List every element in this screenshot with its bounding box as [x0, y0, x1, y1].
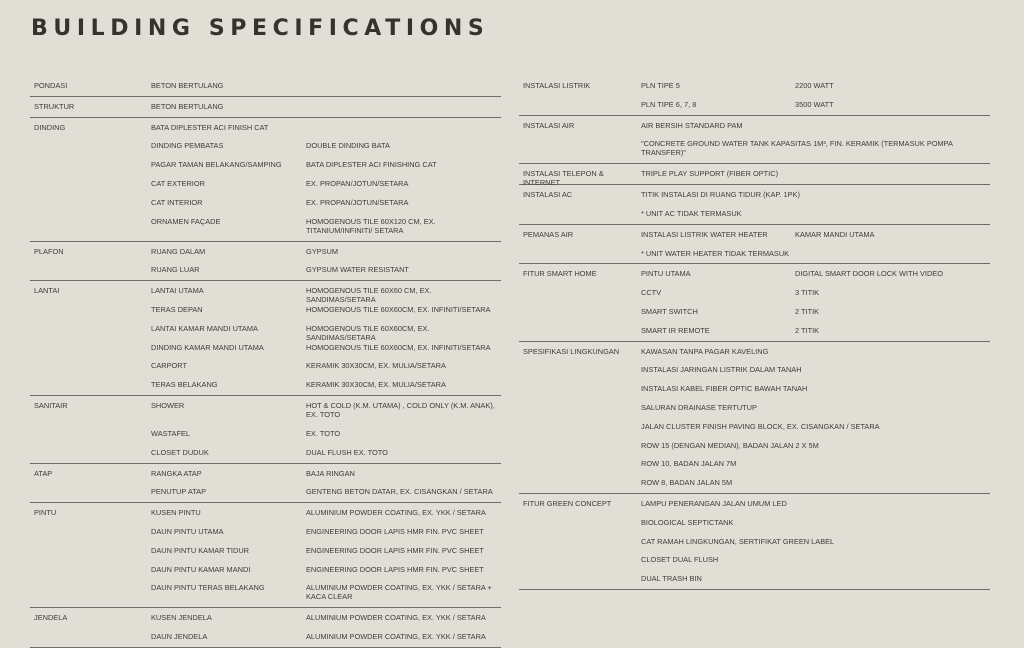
- spec-item: * UNIT WATER HEATER TIDAK TERMASUK: [641, 248, 790, 258]
- spec-item: INSTALASI JARINGAN LISTRIK DALAM TANAH: [641, 365, 802, 375]
- spec-category: LANTAI: [34, 286, 60, 296]
- spec-value: HOMOGENOUS TILE 60X60CM, EX. INFINITI/SETARA: [306, 304, 491, 314]
- spec-value: KERAMIK 30X30CM, EX. MULIA/SETARA: [306, 361, 446, 371]
- spec-value: GYPSUM: [306, 246, 339, 256]
- spec-value: HOT & COLD (K.M. UTAMA) , COLD ONLY (K.M. ANAK), EX. TOTO: [306, 400, 495, 419]
- spec-group-dinding: [30, 118, 501, 242]
- spec-group-instalasi-listrik: [519, 76, 990, 116]
- spec-category: PINTU: [34, 508, 57, 518]
- spec-item: BIOLOGICAL SEPTICTANK: [641, 517, 734, 527]
- spec-row: [30, 300, 501, 319]
- spec-row: [30, 242, 501, 261]
- spec-row: [519, 360, 990, 379]
- spec-item: CLOSET DUDUK: [151, 447, 209, 457]
- spec-item: AIR BERSIH STANDARD PAM: [641, 120, 743, 130]
- spec-row: [30, 136, 501, 155]
- spec-row: [519, 532, 990, 551]
- spec-item: CARPORT: [151, 361, 188, 371]
- spec-item: CAT RAMAH LINGKUNGAN, SERTIFIKAT GREEN LABEL: [641, 536, 835, 546]
- spec-item: SHOWER: [151, 400, 185, 410]
- spec-value: ALUMINIUM POWDER COATING, EX. YKK / SETARA: [306, 508, 486, 518]
- spec-value: ALUMINIUM POWDER COATING, EX. YKK / SETARA: [306, 613, 486, 623]
- spec-item: SMART IR REMOTE: [641, 325, 710, 335]
- spec-value: EX. PROPAN/JOTUN/SETARA: [306, 178, 409, 188]
- spec-row: [30, 281, 501, 305]
- spec-value: 2 TITIK: [795, 306, 820, 316]
- spec-value: ENGINEERING DOOR LAPIS HMR FIN. PVC SHEET: [306, 526, 484, 536]
- spec-item: PAGAR TAMAN BELAKANG/SAMPING: [151, 160, 282, 170]
- spec-value: 3500 WATT: [795, 99, 834, 109]
- spec-row: [519, 76, 990, 95]
- spec-row: [30, 503, 501, 522]
- spec-item: BETON BERTULANG: [151, 101, 224, 111]
- spec-row: [30, 396, 501, 424]
- spec-group-fitur-green-concept: [519, 494, 990, 590]
- spec-value: BATA DIPLESTER ACI FINISHING CAT: [306, 160, 437, 170]
- spec-row: [30, 627, 501, 646]
- spec-row: [519, 454, 990, 473]
- spec-item: TITIK INSTALASI DI RUANG TIDUR (KAP. 1PK): [641, 190, 800, 200]
- spec-row: [519, 513, 990, 532]
- spec-row: [30, 578, 501, 606]
- spec-value: HOMOGENOUS TILE 60X60CM, EX. INFINITI/SETARA: [306, 342, 491, 352]
- spec-value: GENTENG BETON DATAR, EX. CISANGKAN / SETARA: [306, 487, 493, 497]
- spec-item: INSTALASI KABEL FIBER OPTIC BAWAH TANAH: [641, 384, 808, 394]
- spec-value: DUAL FLUSH EX. TOTO: [306, 447, 388, 457]
- spec-row: [30, 76, 501, 95]
- spec-row: [519, 164, 990, 188]
- spec-item: LAMPU PENERANGAN JALAN UMUM LED: [641, 498, 787, 508]
- spec-item: BETON BERTULANG: [151, 81, 224, 90]
- spec-item: PLN TIPE 5: [641, 81, 680, 90]
- spec-group-struktur: [30, 97, 501, 118]
- spec-row: [519, 494, 990, 513]
- spec-row: [30, 319, 501, 342]
- spec-row: [519, 569, 990, 588]
- spec-group-pemanas-air: [519, 225, 990, 265]
- spec-item: ORNAMEN FAÇADE: [151, 216, 221, 226]
- spec-item: DINDING KAMAR MANDI UTAMA: [151, 342, 264, 352]
- spec-row: [30, 212, 501, 240]
- spec-row: [519, 550, 990, 569]
- spec-item: PLN TIPE 6, 7, 8: [641, 99, 697, 109]
- spec-item: * UNIT AC TIDAK TERMASUK: [641, 208, 742, 218]
- spec-value: ALUMINIUM POWDER COATING, EX. YKK / SETARA + KACA CLEAR: [306, 583, 492, 602]
- spec-value: EX. PROPAN/JOTUN/SETARA: [306, 197, 409, 207]
- spec-row: [519, 185, 990, 204]
- spec-item: DAUN PINTU UTAMA: [151, 526, 224, 536]
- spec-item: CAT INTERIOR: [151, 197, 203, 207]
- spec-item: CCTV: [641, 288, 662, 298]
- spec-value: 2200 WATT: [795, 81, 834, 90]
- spec-value: DIGITAL SMART DOOR LOCK WITH VIDEO: [795, 269, 943, 279]
- spec-category: FITUR SMART HOME: [523, 269, 597, 279]
- spec-row: [30, 155, 501, 174]
- spec-row: [30, 338, 501, 357]
- spec-row: [519, 379, 990, 398]
- spec-value: BAJA RINGAN: [306, 468, 355, 478]
- spec-group-pintu: [30, 503, 501, 608]
- spec-group-sanitair: [30, 396, 501, 464]
- spec-item: "CONCRETE GROUND WATER TANK KAPASITAS 1M³, FIN. KERAMIK (TERMASUK POMPA TRANSFER)": [641, 139, 953, 158]
- spec-category: INSTALASI AIR: [523, 120, 575, 130]
- spec-row: [30, 260, 501, 279]
- spec-value: ENGINEERING DOOR LAPIS HMR FIN. PVC SHEET: [306, 564, 484, 574]
- spec-item: DUAL TRASH BIN: [641, 574, 702, 584]
- spec-item: KUSEN JENDELA: [151, 613, 212, 623]
- spec-row: [519, 95, 990, 114]
- spec-item: RUANG DALAM: [151, 246, 206, 256]
- spec-value: DOUBLE DINDING BATA: [306, 141, 390, 151]
- spec-category: INSTALASI LISTRIK: [523, 81, 591, 90]
- spec-value: 3 TITIK: [795, 288, 820, 298]
- spec-value: HOMOGENOUS TILE 60X60 CM, EX. SANDIMAS/SETARA: [306, 286, 432, 305]
- spec-row: [30, 356, 501, 375]
- spec-row: [30, 443, 501, 462]
- spec-item: ROW 10, BADAN JALAN 7M: [641, 459, 737, 469]
- spec-row: [519, 398, 990, 417]
- spec-group-pondasi: [30, 76, 501, 97]
- spec-item: DAUN PINTU TERAS BELAKANG: [151, 583, 265, 593]
- spec-row: [519, 264, 990, 283]
- spec-row: [30, 522, 501, 541]
- spec-category: SPESIFIKASI LINGKUNGAN: [523, 346, 620, 356]
- spec-row: [30, 97, 501, 116]
- spec-row: [30, 375, 501, 394]
- spec-value: HOMOGENOUS TILE 60X60CM, EX. SANDIMAS/SETARA: [306, 323, 430, 342]
- spec-group-spesifikasi-lingkungan: [519, 342, 990, 494]
- spec-value: HOMOGENOUS TILE 60X120 CM, EX. TITANIUM/INFINITI/ SETARA: [306, 216, 436, 235]
- spec-item: RANGKA ATAP: [151, 468, 202, 478]
- spec-value: KERAMIK 30X30CM, EX. MULIA/SETARA: [306, 380, 446, 390]
- spec-item: DAUN PINTU KAMAR MANDI: [151, 564, 251, 574]
- spec-item: ROW 8, BADAN JALAN 5M: [641, 478, 733, 488]
- spec-item: TRIPLE PLAY SUPPORT (FIBER OPTIC): [641, 169, 779, 179]
- spec-row: [519, 225, 990, 244]
- spec-item: TERAS DEPAN: [151, 304, 203, 314]
- spec-table-left: [30, 76, 501, 648]
- spec-category: ATAP: [34, 468, 53, 478]
- spec-value: EX. TOTO: [306, 428, 341, 438]
- spec-group-instalasi-ac: [519, 185, 990, 225]
- spec-item: KAWASAN TANPA PAGAR KAVELING: [641, 346, 769, 356]
- spec-item: PINTU UTAMA: [641, 269, 691, 279]
- spec-row: [519, 244, 990, 263]
- spec-category: PONDASI: [34, 81, 68, 90]
- spec-row: [519, 302, 990, 321]
- spec-row: [519, 417, 990, 436]
- spec-category: JENDELA: [34, 613, 68, 623]
- spec-category: INSTALASI TELEPON & INTERNET: [523, 169, 604, 188]
- spec-group-plafon: [30, 242, 501, 282]
- spec-item: RUANG LUAR: [151, 265, 200, 275]
- spec-row: [519, 473, 990, 492]
- spec-item: DAUN PINTU KAMAR TIDUR: [151, 545, 250, 555]
- spec-row: [30, 464, 501, 483]
- page-title: BUILDING SPECIFICATIONS: [31, 16, 490, 41]
- spec-category: FITUR GREEN CONCEPT: [523, 498, 612, 508]
- spec-item: LANTAI UTAMA: [151, 286, 204, 296]
- spec-item: ROW 15 (DENGAN MEDIAN), BADAN JALAN 2 X 5M: [641, 440, 819, 450]
- spec-item: KUSEN PINTU: [151, 508, 201, 518]
- spec-item: INSTALASI LISTRIK WATER HEATER: [641, 229, 768, 239]
- spec-row: [519, 436, 990, 455]
- spec-group-instalasi-telepon-internet: [519, 164, 990, 188]
- spec-row: [30, 424, 501, 443]
- spec-row: [30, 174, 501, 193]
- spec-row: [519, 116, 990, 135]
- spec-item: PENUTUP ATAP: [151, 487, 207, 497]
- spec-group-atap: [30, 464, 501, 504]
- spec-category: INSTALASI AC: [523, 190, 573, 200]
- spec-item: LANTAI KAMAR MANDI UTAMA: [151, 323, 258, 333]
- spec-row: [519, 321, 990, 340]
- spec-item: BATA DIPLESTER ACI FINISH CAT: [151, 122, 269, 132]
- spec-row: [519, 204, 990, 223]
- spec-table-right: [519, 76, 990, 590]
- spec-item: CAT EXTERIOR: [151, 178, 205, 188]
- spec-row: [30, 193, 501, 212]
- spec-row: [30, 541, 501, 560]
- spec-row: [519, 134, 990, 162]
- spec-value: 2 TITIK: [795, 325, 820, 335]
- spec-category: PLAFON: [34, 246, 64, 256]
- spec-category: SANITAIR: [34, 400, 68, 410]
- spec-item: CLOSET DUAL FLUSH: [641, 555, 719, 565]
- spec-row: [30, 482, 501, 501]
- spec-value: ALUMINIUM POWDER COATING, EX. YKK / SETARA: [306, 632, 486, 642]
- spec-item: DINDING PEMBATAS: [151, 141, 224, 151]
- spec-category: DINDING: [34, 122, 66, 132]
- spec-row: [30, 608, 501, 627]
- spec-row: [519, 283, 990, 302]
- spec-item: DAUN JENDELA: [151, 632, 208, 642]
- spec-group-fitur-smart-home: [519, 264, 990, 341]
- spec-row: [30, 560, 501, 579]
- spec-item: TERAS BELAKANG: [151, 380, 218, 390]
- spec-item: JALAN CLUSTER FINISH PAVING BLOCK, EX. CISANGKAN / SETARA: [641, 421, 880, 431]
- spec-category: PEMANAS AIR: [523, 229, 574, 239]
- spec-row: [30, 118, 501, 137]
- spec-value: GYPSUM WATER RESISTANT: [306, 265, 409, 275]
- spec-group-instalasi-air: [519, 116, 990, 165]
- spec-item: SALURAN DRAINASE TERTUTUP: [641, 402, 757, 412]
- spec-row: [519, 342, 990, 361]
- spec-value: KAMAR MANDI UTAMA: [795, 229, 875, 239]
- spec-item: WASTAFEL: [151, 428, 191, 438]
- spec-value: ENGINEERING DOOR LAPIS HMR FIN. PVC SHEET: [306, 545, 484, 555]
- spec-category: STRUKTUR: [34, 101, 75, 111]
- spec-group-lantai: [30, 281, 501, 396]
- spec-item: SMART SWITCH: [641, 306, 698, 316]
